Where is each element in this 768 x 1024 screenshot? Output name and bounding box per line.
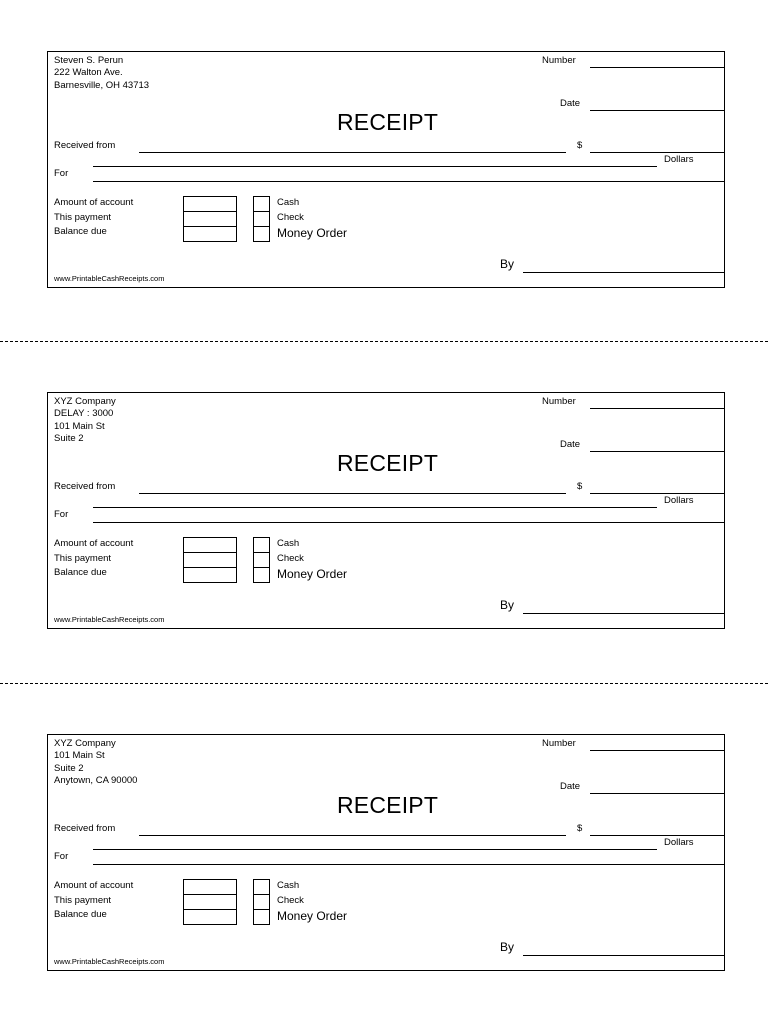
received-from-label: Received from xyxy=(54,823,116,834)
received-from-field[interactable] xyxy=(139,835,566,836)
amount-label: Balance due xyxy=(54,567,107,578)
by-label: By xyxy=(500,940,515,954)
this-payment-box[interactable] xyxy=(183,211,237,227)
receipt-title: RECEIPT xyxy=(337,450,439,476)
receipt-2 xyxy=(47,392,725,629)
dollars-label: Dollars xyxy=(664,495,694,506)
date-field[interactable] xyxy=(590,110,725,111)
amount-field[interactable] xyxy=(590,152,725,153)
money-order-checkbox[interactable] xyxy=(253,909,270,925)
received-from-field[interactable] xyxy=(139,152,566,153)
date-label: Date xyxy=(560,439,581,450)
date-field[interactable] xyxy=(590,793,725,794)
amount-label: This payment xyxy=(54,553,112,564)
amount-account-box[interactable] xyxy=(183,879,237,895)
balance-due-box[interactable] xyxy=(183,226,237,242)
dollars-written-field[interactable] xyxy=(93,507,657,508)
dollar-sign: $ xyxy=(577,823,583,834)
address-line: Steven S. Perun xyxy=(54,55,124,66)
address-line: Barnesville, OH 43713 xyxy=(54,79,150,91)
payment-method-label: Money Order xyxy=(277,909,348,923)
receipt-title: RECEIPT xyxy=(337,792,439,818)
by-label: By xyxy=(500,257,515,271)
payment-method-label: Cash xyxy=(277,538,300,549)
cash-checkbox[interactable] xyxy=(253,196,270,212)
payee-address xyxy=(54,738,137,787)
payment-method-label: Check xyxy=(277,895,304,906)
signature-field[interactable] xyxy=(523,272,725,273)
address-line: 222 Walton Ave. xyxy=(54,67,123,79)
for-label: For xyxy=(54,851,69,862)
payment-method-label: Check xyxy=(277,212,304,223)
received-from-field[interactable] xyxy=(139,493,566,494)
website-url: www.PrintableCashReceipts.com xyxy=(54,274,165,283)
for-field[interactable] xyxy=(93,864,724,865)
check-checkbox[interactable] xyxy=(253,211,270,227)
amount-field[interactable] xyxy=(590,835,725,836)
website-url: www.PrintableCashReceipts.com xyxy=(54,957,165,966)
check-checkbox[interactable] xyxy=(253,552,270,568)
dollar-sign: $ xyxy=(577,481,583,492)
cash-checkbox[interactable] xyxy=(253,879,270,895)
amount-label: Amount of account xyxy=(54,538,134,549)
payment-method-label: Cash xyxy=(277,197,300,208)
for-field[interactable] xyxy=(93,522,724,523)
amount-label: Amount of account xyxy=(54,880,134,891)
for-label: For xyxy=(54,168,69,179)
amount-label: Amount of account xyxy=(54,197,134,208)
payment-method-label: Money Order xyxy=(277,226,348,240)
amount-label: This payment xyxy=(54,212,112,223)
address-line: Anytown, CA 90000 xyxy=(54,774,138,786)
receipt-title: RECEIPT xyxy=(337,109,439,135)
payee-address xyxy=(54,396,116,445)
amount-label: This payment xyxy=(54,895,112,906)
signature-field[interactable] xyxy=(523,613,725,614)
payee-address xyxy=(54,55,149,92)
number-field[interactable] xyxy=(590,408,725,409)
dollars-label: Dollars xyxy=(664,837,694,848)
this-payment-box[interactable] xyxy=(183,552,237,568)
number-label: Number xyxy=(542,396,576,407)
date-label: Date xyxy=(560,781,581,792)
amount-field[interactable] xyxy=(590,493,725,494)
number-label: Number xyxy=(542,55,576,66)
amount-account-box[interactable] xyxy=(183,196,237,212)
for-label: For xyxy=(54,509,69,520)
dollar-sign: $ xyxy=(577,140,583,151)
cash-checkbox[interactable] xyxy=(253,537,270,553)
signature-field[interactable] xyxy=(523,955,725,956)
payment-method-label: Money Order xyxy=(277,567,348,581)
website-url: www.PrintableCashReceipts.com xyxy=(54,615,165,624)
check-checkbox[interactable] xyxy=(253,894,270,910)
dollars-written-field[interactable] xyxy=(93,849,657,850)
number-label: Number xyxy=(542,738,576,749)
payment-method-label: Cash xyxy=(277,880,300,891)
amount-label: Balance due xyxy=(54,909,107,920)
this-payment-box[interactable] xyxy=(183,894,237,910)
amount-account-box[interactable] xyxy=(183,537,237,553)
balance-due-box[interactable] xyxy=(183,909,237,925)
address-line: 101 Main St xyxy=(54,420,105,432)
receipt-1 xyxy=(47,51,725,288)
cut-line xyxy=(0,341,768,342)
receipt-3 xyxy=(47,734,725,971)
address-line: Suite 2 xyxy=(54,762,84,774)
money-order-checkbox[interactable] xyxy=(253,226,270,242)
for-field[interactable] xyxy=(93,181,724,182)
address-line: DELAY : 3000 xyxy=(54,408,114,420)
address-line: 101 Main St xyxy=(54,750,105,762)
received-from-label: Received from xyxy=(54,481,116,492)
money-order-checkbox[interactable] xyxy=(253,567,270,583)
balance-due-box[interactable] xyxy=(183,567,237,583)
date-field[interactable] xyxy=(590,451,725,452)
by-label: By xyxy=(500,598,515,612)
dollars-written-field[interactable] xyxy=(93,166,657,167)
dollars-label: Dollars xyxy=(664,154,694,165)
amount-label: Balance due xyxy=(54,226,107,237)
received-from-label: Received from xyxy=(54,140,116,151)
cut-line xyxy=(0,683,768,684)
address-line: XYZ Company xyxy=(54,738,116,749)
address-line: Suite 2 xyxy=(54,432,84,444)
date-label: Date xyxy=(560,98,581,109)
number-field[interactable] xyxy=(590,67,725,68)
number-field[interactable] xyxy=(590,750,725,751)
payment-method-label: Check xyxy=(277,553,304,564)
address-line: XYZ Company xyxy=(54,396,116,407)
